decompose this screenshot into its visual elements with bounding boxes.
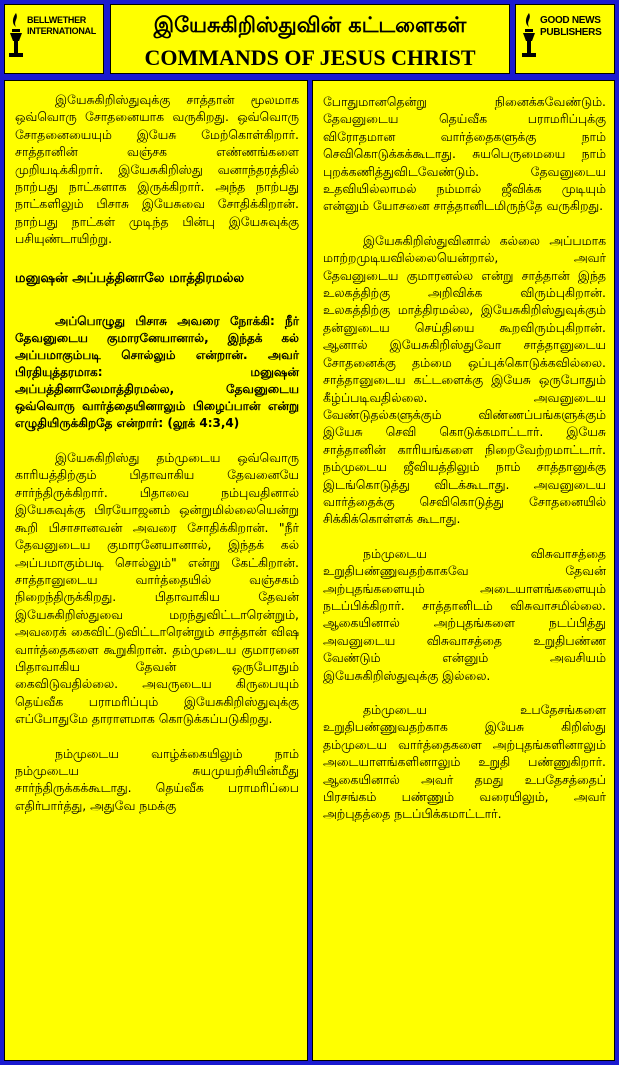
section-heading: மனுஷன் அப்பத்தினாலே மாத்திரமல்ல bbox=[15, 270, 245, 286]
right-paragraph-4: தம்முடைய உபதேசங்களை உறுதிபண்ணுவதற்காக இயேசு கிறிஸ்து தம்முடைய வார்த்தைகளை அற்புதங்களினாலும் அடையாளங்களினாலும் உறுதி பண்ணுகிறார். ஆகையினால் அவர் தமது உபதேசத்தைப் பிரசங்கம் பண்ணும் வரையிலும், அவர் அற்புதத்தை நடப்பிக்கமாட்டார். bbox=[323, 702, 606, 822]
right-column bbox=[312, 80, 615, 1061]
left-paragraph-1: இயேசுகிறிஸ்துவுக்கு சாத்தான் மூலமாக ஒவ்வொரு சோதனையாக வருகிறது. ஒவ்வொரு சோதனையையும் இயேசு மேற்கொள்கிறார். சாத்தானின் வஞ்சக எண்ணங்களை முறியடிக்கிறார். இயேசுகிறிஸ்து வனாந்தரத்தில் நாற்பது நாட்களாக இருக்கிறார். அந்த நாற்பது நாட்களிலும் பிசாசு இயேசுவை சோதிக்கிறான். நாற்பது நாட்கள் முடிந்த பின்பு இயேசுவுக்கு பசியுண்டாயிற்று. bbox=[15, 92, 299, 247]
lamp-icon bbox=[7, 11, 25, 61]
left-paragraph-2: இயேசுகிறிஸ்து தம்முடைய ஒவ்வொரு காரியத்திற்கும் பிதாவாகிய தேவனையே சார்ந்திருக்கிறார். பிதாவை நம்புவதினால் இயேசுவுக்கு பிரயோஜனம் ஒன்றுமில்லையென்று கூறி பிசாசானவன் அவரை சோதிக்கிறான். "நீர் தேவனுடைய குமாரனேயானால், இந்தக் கல் அப்பமாகும்படி சொல்லும்" என்று கேட்கிறான். சாத்தானுடைய வார்த்தையில் வஞ்சகம் நிறைந்திருக்கிறது. பிதாவாகிய தேவன் இயேசுகிறிஸ்துவை மறந்துவிட்டாரென்றும், அவரைக் கைவிட்டுவிட்டாரென்றும் சாத்தான் விஷ வார்த்தைகளை கூறுகிறான். தம்முடைய குமாரனை பிதாவாகிய தேவன் ஒருபோதும் கைவிடுவதில்லை. அவருடைய கிருபையும் தெய்வீக பராமரிப்பும் இயேசுகிறிஸ்துவுக்கு எப்போதுமே தாராளமாக கொடுக்கப்படுகிறது. bbox=[15, 450, 299, 727]
left-column bbox=[4, 80, 308, 1061]
logo-left-line2: INTERNATIONAL bbox=[27, 26, 96, 36]
right-paragraph-1: போதுமானதென்று நினைக்கவேண்டும். தேவனுடைய தெய்வீக பராமரிப்புக்கு விரோதமான வார்த்தைகளுக்கு நாம் செவிகொடுக்கக்கூடாது. சுயபெருமையை நாம் புறக்கணித்துவிடவேண்டும். தேவனுடைய உதவியில்லாமல் நம்மால் ஜீவிக்க முடியும் என்னும் யோசனை சாத்தானிடமிருந்தே வருகிறது. bbox=[323, 94, 606, 214]
left-column-text bbox=[15, 91, 299, 831]
good-news-logo bbox=[515, 4, 615, 74]
title-english: COMMANDS OF JESUS CHRIST bbox=[144, 45, 476, 70]
right-paragraph-3: நம்முடைய விசுவாசத்தை உறுதிபண்ணுவதற்காகவே தேவன் அற்புதங்களையும் அடையாளங்களையும் நடப்பிக்கிறார். சாத்தானிடம் விசுவாசமில்லை. ஆகையினால் அற்புதங்களை நடப்பித்து அவனுடைய விசுவாசத்தை உறுதிபண்ண வேண்டும் என்னும் அவசியம் இயேசுகிறிஸ்துவுக்கு இல்லை. bbox=[323, 545, 606, 683]
logo-right-line1: GOOD NEWS bbox=[540, 15, 601, 26]
right-paragraph-2: இயேசுகிறிஸ்துவினால் கல்லை அப்பமாக மாற்றமுடியவில்லையென்றால், அவர் தேவனுடைய குமாரனல்ல என்று சாத்தான் இந்த உலகத்திற்கு அறிவிக்க விரும்புகிறான். உலகத்திற்கு மாத்திரமல்ல, இயேசுகிறிஸ்துவுக்கும் தன்னுடைய செய்தியை கூறவிரும்புகிறான். ஆனால் இயேசுகிறிஸ்துவோ சாத்தானுடைய சோதனைக்கு தம்மை ஒப்புக்கொடுக்கவில்லை. சாத்தானுடைய கட்டளைக்கு இயேசு ஒருபோதும் கீழ்ப்படிவதில்லை. அவனுடைய வேண்டுதல்களுக்கும் விண்ணப்பங்களுக்கும் இயேசு செவி கொடுக்கமாட்டார். இயேசு சாத்தானின் காரியங்களை நிறைவேற்றமாட்டார். நம்முடைய ஜீவியத்திலும் நாம் சாத்தானுக்கு இடங்கொடுத்து விடக்கூடாது. அவனுடைய வார்த்தைக்கு செவிகொடுத்து சோதனையில் சிக்கிக்கொள்ளக் கூடாது. bbox=[323, 232, 606, 527]
logo-left-line1: BELLWETHER bbox=[27, 15, 86, 25]
logo-right-line2: PUBLISHERS bbox=[540, 27, 602, 38]
lamp-icon bbox=[520, 11, 538, 61]
bellwether-logo bbox=[4, 4, 104, 74]
right-column-text bbox=[323, 93, 606, 840]
scripture-quote: அப்பொழுது பிசாசு அவரை நோக்கி: நீர் தேவனுடைய குமாரனேயானால், இந்தக் கல் அப்பமாகும்படி சொல்லும் என்றான். அவர் பிரதியுத்தரமாக: மனுஷன் அப்பத்தினாலேமாத்திரமல்ல, தேவனுடைய ஒவ்வொரு வார்த்தையினாலும் பிழைப்பான் என்று எழுதியிருக்கிறதே என்றார்: (லூக் 4:3,4) bbox=[15, 314, 299, 431]
left-paragraph-3: நம்முடைய வாழ்க்கையிலும் நாம் நம்முடைய சுயமுயற்சியின்மீது சார்ந்திருக்கக்கூடாது. தெய்வீக பராமரிப்பை எதிர்பார்த்து, அதுவே நமக்கு bbox=[15, 745, 299, 813]
title-box bbox=[110, 4, 510, 74]
title-tamil: இயேசுகிறிஸ்துவின் கட்டளைகள் bbox=[153, 13, 467, 37]
